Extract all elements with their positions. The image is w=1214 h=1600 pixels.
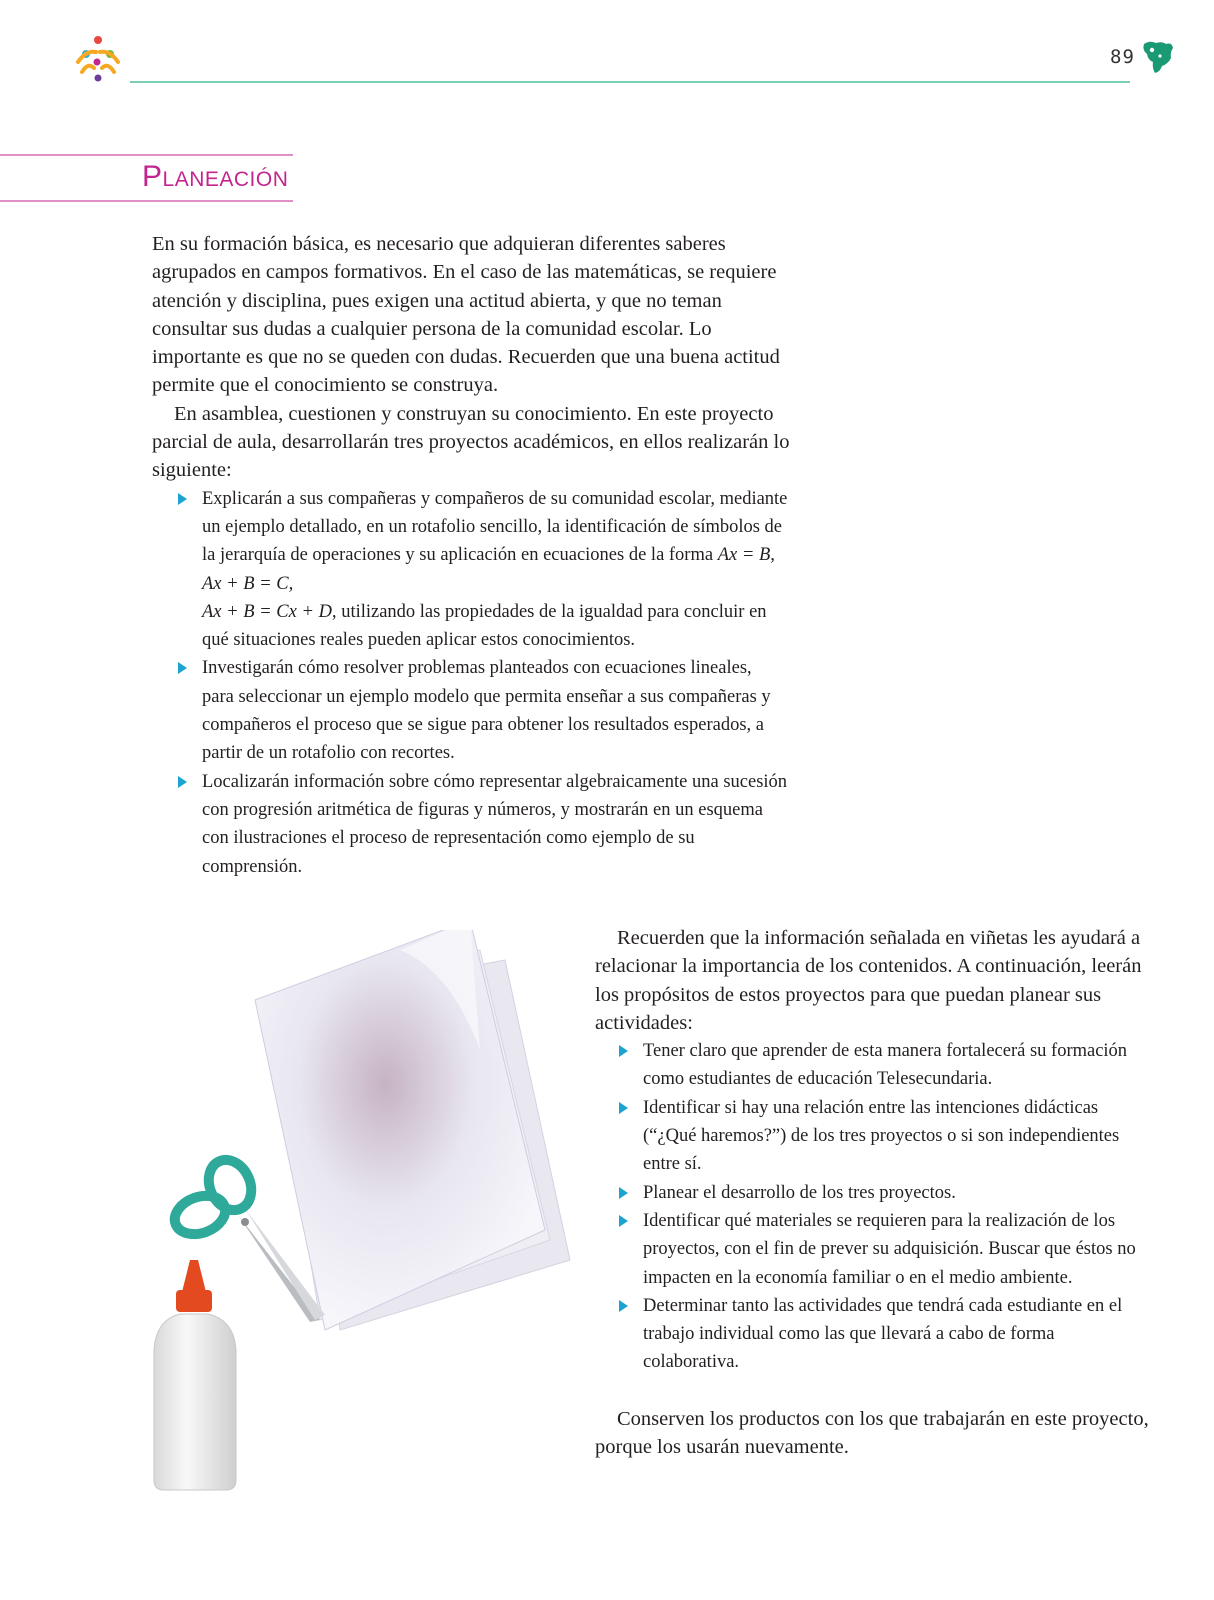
equation: Ax = B, Ax + B = C, <box>202 545 775 594</box>
list-item: Identificar si hay una relación entre las intenciones didácticas (“¿Qué haremos?”) de los tres proyectos o si son independientes entre sí. <box>619 1094 1155 1179</box>
title-rule-bottom <box>0 200 293 202</box>
purposes-intro: Recuerden que la información señalada en viñetas les ayudará a relacionar la importancia de los contenidos. A continuación, leerán los propósitos de estos proyectos para que puedan planear sus actividades: <box>595 927 1142 1034</box>
page-number: 89 <box>1110 46 1135 68</box>
intro-text <box>152 230 802 881</box>
school-supplies-illustration <box>150 930 600 1510</box>
list-item: Determinar tanto las actividades que tendrá cada estudiante en el trabajo individual como las que llevará a cabo de forma colaborativa. <box>619 1292 1155 1377</box>
purposes-list <box>619 1037 1155 1377</box>
header-rule <box>130 81 1130 83</box>
list-item: Tener claro que aprender de esta manera fortalecerá su formación como estudiantes de educación Telesecundaria. <box>619 1037 1155 1094</box>
assembly-paragraph: En asamblea, cuestionen y construyan su conocimiento. En este proyecto parcial de aula, desarrollarán tres proyectos académicos, en ellos realizarán lo siguiente: <box>152 402 790 482</box>
bullet-triangle-icon <box>178 776 187 788</box>
list-item: Explicarán a sus compañeras y compañeros de su comunidad escolar, mediante un ejemplo detallado, en un rotafolio sencillo, la identificación de símbolos de la jerarquía de operaciones y su aplicación en ecuaciones de la forma Ax = B, Ax + B = C, Ax + B = Cx + D, utilizando las propiedades de la igualdad para concluir en qué situaciones reales pueden aplicar estos conocimientos. <box>178 485 788 655</box>
program-logo-icon <box>70 32 126 88</box>
title-rule-top <box>0 154 293 156</box>
project-activities-list <box>178 485 788 881</box>
bullet-triangle-icon <box>178 493 187 505</box>
intro-paragraph: En su formación básica, es necesario que adquieran diferentes saberes agrupados en campos formativos. En el caso de las matemáticas, se requiere atención y disciplina, pues exigen una actitud abierta, y que no teman consultar sus dudas a cualquier persona de la comunidad escolar. Lo importante es que no se queden con dudas. Recuerden que una buena actitud permite que el conocimiento se construya. <box>152 233 780 397</box>
bullet-triangle-icon <box>619 1187 628 1199</box>
bullet-triangle-icon <box>619 1045 628 1057</box>
bullet-triangle-icon <box>619 1215 628 1227</box>
paper-sheets-icon <box>255 930 570 1330</box>
mexico-map-icon <box>1140 38 1176 76</box>
list-item: Localizarán información sobre cómo representar algebraicamente una sucesión con progresión aritmética de figuras y números, y mostrarán en un esquema con ilustraciones el proceso de representación como ejemplo de su comprensión. <box>178 768 788 881</box>
list-item: Identificar qué materiales se requieren para la realización de los proyectos, con el fin de prever su adquisición. Buscar que éstos no impacten en la economía familiar o en el medio ambiente. <box>619 1207 1155 1292</box>
list-item: Planear el desarrollo de los tres proyectos. <box>619 1179 1155 1207</box>
purposes-section <box>595 924 1155 1461</box>
bullet-triangle-icon <box>619 1102 628 1114</box>
bullet-triangle-icon <box>619 1300 628 1312</box>
list-item: Investigarán cómo resolver problemas planteados con ecuaciones lineales, para seleccionar un ejemplo modelo que permita enseñar a sus compañeras y compañeros el proceso que se sigue para obtener los resultados esperados, a partir de un rotafolio con recortes. <box>178 654 788 767</box>
section-title: Planeación <box>142 160 289 193</box>
closing-paragraph: Conserven los productos con los que trabajarán en este proyecto, porque los usarán nuevamente. <box>595 1407 1149 1459</box>
equation: Ax + B = Cx + D, <box>202 601 337 622</box>
glue-bottle-icon <box>154 1260 236 1490</box>
bullet-triangle-icon <box>178 662 187 674</box>
